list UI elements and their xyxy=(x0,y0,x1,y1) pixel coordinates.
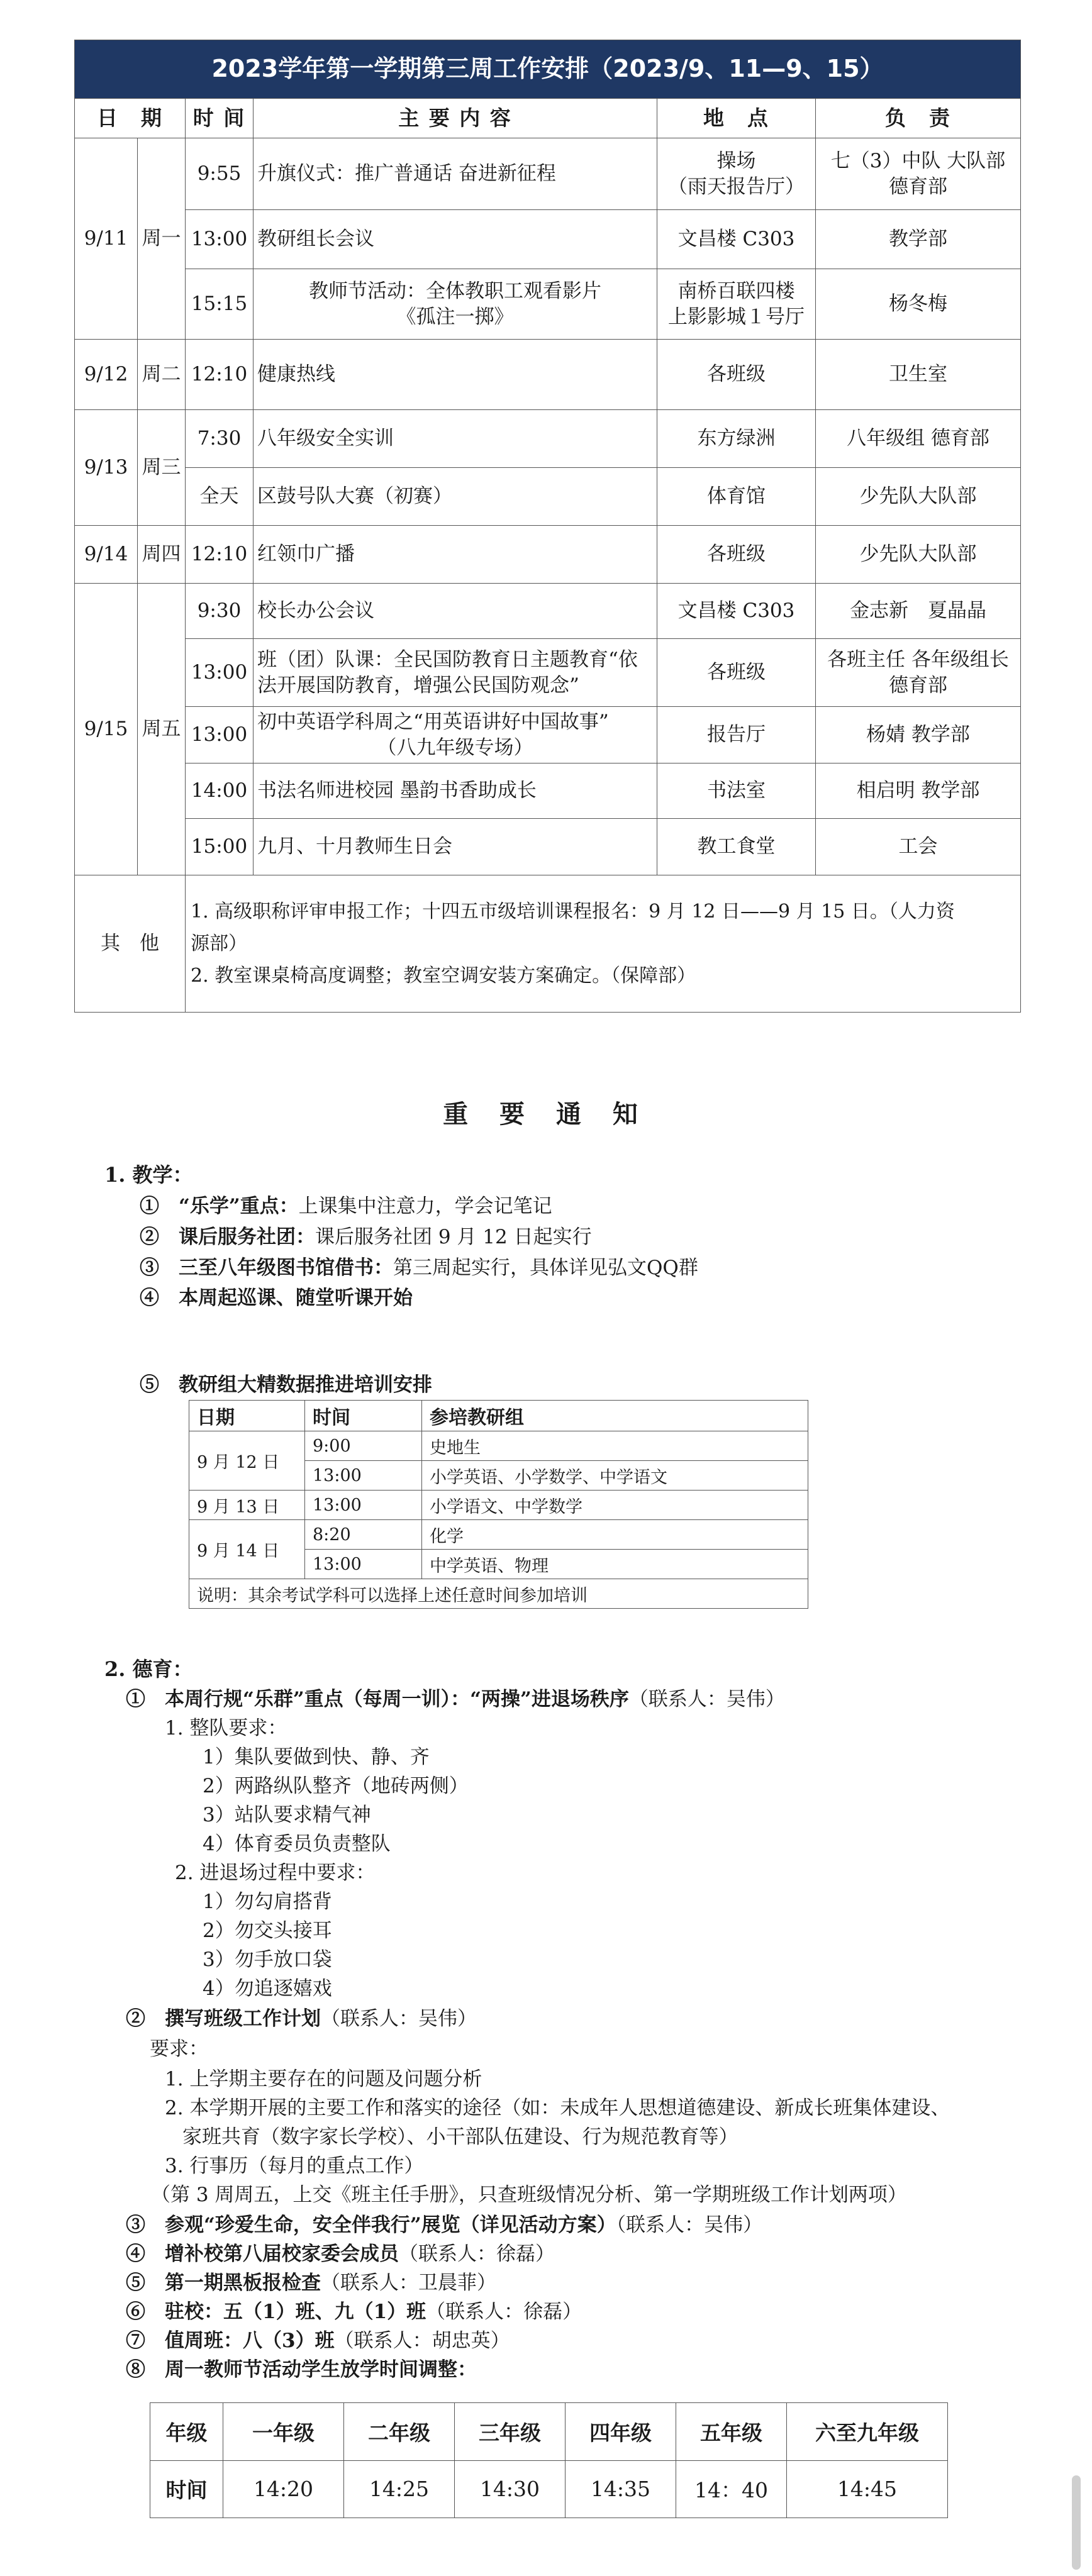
row-time: 12:10 xyxy=(186,340,254,410)
table-row xyxy=(75,468,1021,526)
table-row xyxy=(75,763,1021,819)
day-date: 9/14 xyxy=(75,526,138,584)
training-time: 13:00 xyxy=(305,1550,422,1579)
header-content: 主 要 内 容 xyxy=(254,99,657,138)
row-owner: 相启明 教学部 xyxy=(816,763,1021,819)
row-place: 南桥百联四楼 上影影城１号厅 xyxy=(657,269,816,340)
day-date: 9/15 xyxy=(75,584,138,875)
day-date: 9/11 xyxy=(75,138,138,340)
table-row xyxy=(75,875,1021,1013)
row-time: 7:30 xyxy=(186,410,254,468)
list-item: 2）勿交头接耳 xyxy=(203,1919,332,1942)
list-item: 3）勿手放口袋 xyxy=(203,1948,332,1971)
section-teaching-heading: 1. 教学： xyxy=(104,1163,193,1187)
dismissal-time-table xyxy=(150,2402,948,2518)
table-row xyxy=(75,819,1021,875)
training-table xyxy=(189,1400,808,1609)
section-moral-heading: 2. 德育： xyxy=(104,1657,193,1681)
time-cell: 14:30 xyxy=(455,2460,566,2518)
list-item: 2. 本学期开展的主要工作和落实的途径（如：未成年人思想道德建设、新成长班集体建设、 xyxy=(165,2097,950,2119)
row-time: 13:00 xyxy=(186,639,254,707)
grade-cell: 三年级 xyxy=(455,2403,566,2461)
grade-cell: 五年级 xyxy=(676,2403,787,2461)
row-place: 各班级 xyxy=(657,526,816,584)
moral-item: ① 本周行规“乐群”重点（每周一训）：“两操”进退场秩序（联系人：吴伟） xyxy=(126,1688,785,1711)
row-time: 15:15 xyxy=(186,269,254,340)
row-owner: 卫生室 xyxy=(816,340,1021,410)
row-time: 14:00 xyxy=(186,763,254,819)
row-owner: 杨婧 教学部 xyxy=(816,707,1021,763)
time-cell: 14:25 xyxy=(344,2460,455,2518)
teaching-item: ③ 三至八年级图书馆借书：第三周起实行，具体详见弘文QQ群 xyxy=(140,1257,698,1279)
moral-item: ⑥ 驻校：五（1）班、九（1）班（联系人：徐磊） xyxy=(126,2301,582,2323)
time-cell: 14:45 xyxy=(787,2460,948,2518)
table-row xyxy=(189,1431,808,1461)
day-weekday: 周三 xyxy=(138,410,186,526)
row-owner: 少先队大队部 xyxy=(816,526,1021,584)
row-time: 12:10 xyxy=(186,526,254,584)
row-content: 教研组长会议 xyxy=(254,210,657,269)
grade-cell: 一年级 xyxy=(223,2403,344,2461)
row-owner: 少先队大队部 xyxy=(816,468,1021,526)
table-row xyxy=(75,707,1021,763)
training-header: 参培教研组 xyxy=(422,1401,808,1431)
teaching-item: ② 课后服务社团：课后服务社团 9 月 12 日起实行 xyxy=(140,1226,592,1248)
list-item: 1. 上学期主要存在的问题及问题分析 xyxy=(165,2068,482,2090)
row-content: 校长办公会议 xyxy=(254,584,657,639)
row-content: 书法名师进校园 墨韵书香助成长 xyxy=(254,763,657,819)
row-place: 各班级 xyxy=(657,639,816,707)
row-content: 九月、十月教师生日会 xyxy=(254,819,657,875)
time-cell: 14:35 xyxy=(566,2460,676,2518)
row-place: 文昌楼 C303 xyxy=(657,584,816,639)
header-owner: 负 责 xyxy=(816,99,1021,138)
day-weekday: 周二 xyxy=(138,340,186,410)
row-content: 教师节活动：全体教职工观看影片 《孤注一掷》 xyxy=(254,269,657,340)
training-note: 说明：其余考试学科可以选择上述任意时间参加培训 xyxy=(189,1579,808,1609)
header-date: 日 期 xyxy=(75,99,186,138)
grade-cell: 四年级 xyxy=(566,2403,676,2461)
list-item: 2）两路纵队整齐（地砖两侧） xyxy=(203,1775,469,1797)
time-cell: 14：40 xyxy=(676,2460,787,2518)
header-place: 地 点 xyxy=(657,99,816,138)
queue-title: 1. 整队要求： xyxy=(165,1717,287,1740)
training-time: 13:00 xyxy=(305,1491,422,1520)
row-time: 9:30 xyxy=(186,584,254,639)
row-owner: 杨冬梅 xyxy=(816,269,1021,340)
row-place: 东方绿洲 xyxy=(657,410,816,468)
other-label: 其 他 xyxy=(75,875,186,1013)
schedule-title: 2023学年第一学期第三周工作安排（2023/9、11—9、15） xyxy=(75,40,1021,99)
row-place: 教工食堂 xyxy=(657,819,816,875)
table-row xyxy=(189,1579,808,1609)
row-owner: 金志新 夏晶晶 xyxy=(816,584,1021,639)
row-place: 报告厅 xyxy=(657,707,816,763)
row-time: 全天 xyxy=(186,468,254,526)
time-label: 时间 xyxy=(150,2460,223,2518)
training-header: 时间 xyxy=(305,1401,422,1431)
list-item: （第 3 周周五，上交《班主任手册》，只查班级情况分析、第一学期班级工作计划两项） xyxy=(151,2184,907,2206)
training-group: 小学英语、小学数学、中学语文 xyxy=(422,1461,808,1491)
day-weekday: 周五 xyxy=(138,584,186,875)
training-date: 9 月 14 日 xyxy=(189,1520,305,1579)
row-content: 区鼓号队大赛（初赛） xyxy=(254,468,657,526)
training-time: 8:20 xyxy=(305,1520,422,1550)
table-row xyxy=(189,1520,808,1550)
row-owner: 七（3）中队 大队部 德育部 xyxy=(816,138,1021,210)
row-place: 体育馆 xyxy=(657,468,816,526)
grade-cell: 六至九年级 xyxy=(787,2403,948,2461)
teaching-item: ④ 本周起巡课、随堂听课开始 xyxy=(140,1287,413,1309)
row-content: 红领巾广播 xyxy=(254,526,657,584)
teaching-item: ① “乐学”重点：上课集中注意力，学会记笔记 xyxy=(140,1195,552,1218)
table-row xyxy=(189,1491,808,1520)
row-place: 操场 （雨天报告厅） xyxy=(657,138,816,210)
day-weekday: 周四 xyxy=(138,526,186,584)
moral-item: ⑤ 第一期黑板报检查（联系人：卫晨菲） xyxy=(126,2272,496,2294)
table-row xyxy=(75,410,1021,468)
list-item: 1）集队要做到快、静、齐 xyxy=(203,1746,430,1768)
training-header: 日期 xyxy=(189,1401,305,1431)
moral-item: ② 撰写班级工作计划（联系人：吴伟） xyxy=(126,2007,477,2030)
training-group: 中学英语、物理 xyxy=(422,1550,808,1579)
row-content: 班（团）队课：全民国防教育日主题教育“依 法开展国防教育，增强公民国防观念” xyxy=(254,639,657,707)
list-item: 1）勿勾肩搭背 xyxy=(203,1890,332,1913)
weekly-schedule-table xyxy=(74,40,1021,1013)
moral-item: ⑦ 值周班：八（3）班（联系人：胡忠英） xyxy=(126,2329,510,2352)
row-time: 9:55 xyxy=(186,138,254,210)
vertical-scrollbar[interactable] xyxy=(1072,2475,1081,2570)
moral-item: ⑧ 周一教师节活动学生放学时间调整： xyxy=(126,2358,477,2381)
notice-title: 重 要 通 知 xyxy=(443,1100,649,1129)
list-item: 4）体育委员负责整队 xyxy=(203,1833,391,1855)
table-row xyxy=(75,584,1021,639)
header-time: 时 间 xyxy=(186,99,254,138)
row-owner: 教学部 xyxy=(816,210,1021,269)
table-row xyxy=(75,210,1021,269)
training-time: 9:00 xyxy=(305,1431,422,1461)
table-row xyxy=(75,340,1021,410)
training-group: 化学 xyxy=(422,1520,808,1550)
moral-item: ③ 参观“珍爱生命，安全伴我行”展览（详见活动方案）（联系人：吴伟） xyxy=(126,2214,763,2236)
day-weekday: 周一 xyxy=(138,138,186,340)
training-group: 史地生 xyxy=(422,1431,808,1461)
row-owner: 工会 xyxy=(816,819,1021,875)
training-time: 13:00 xyxy=(305,1461,422,1491)
row-place: 各班级 xyxy=(657,340,816,410)
row-content: 升旗仪式：推广普通话 奋进新征程 xyxy=(254,138,657,210)
list-item: 家班共育（数字家长学校）、小干部队伍建设、行为规范教育等） xyxy=(182,2126,738,2148)
row-content: 健康热线 xyxy=(254,340,657,410)
day-date: 9/12 xyxy=(75,340,138,410)
grade-label: 年级 xyxy=(150,2403,223,2461)
training-group: 小学语文、中学数学 xyxy=(422,1491,808,1520)
time-cell: 14:20 xyxy=(223,2460,344,2518)
list-item: 3. 行事历（每月的重点工作） xyxy=(165,2155,424,2177)
row-time: 15:00 xyxy=(186,819,254,875)
row-time: 13:00 xyxy=(186,707,254,763)
grade-cell: 二年级 xyxy=(344,2403,455,2461)
enter-title: 2. 进退场过程中要求： xyxy=(175,1862,376,1884)
row-content: 八年级安全实训 xyxy=(254,410,657,468)
list-item: 3）站队要求精气神 xyxy=(203,1804,371,1826)
day-date: 9/13 xyxy=(75,410,138,526)
row-owner: 各班主任 各年级组长 德育部 xyxy=(816,639,1021,707)
row-content: 初中英语学科周之“用英语讲好中国故事” （八九年级专场） xyxy=(254,707,657,763)
other-notes: 1. 高级职称评审申报工作；十四五市级培训课程报名：9 月 12 日——9 月 15 日。（人力资 源部） 2. 教室课桌椅高度调整；教室空调安装方案确定。（保障部） xyxy=(186,875,1021,1013)
row-place: 文昌楼 C303 xyxy=(657,210,816,269)
list-item: 4）勿追逐嬉戏 xyxy=(203,1977,332,2000)
requirements-title: 要求： xyxy=(150,2038,208,2060)
row-owner: 八年级组 德育部 xyxy=(816,410,1021,468)
table-row xyxy=(75,526,1021,584)
moral-item: ④ 增补校第八届校家委会成员（联系人：徐磊） xyxy=(126,2243,555,2265)
table-row xyxy=(75,138,1021,210)
training-title: ⑤ 教研组大精数据推进培训安排 xyxy=(140,1374,432,1396)
row-time: 13:00 xyxy=(186,210,254,269)
row-place: 书法室 xyxy=(657,763,816,819)
table-row xyxy=(75,269,1021,340)
table-row xyxy=(75,639,1021,707)
training-date: 9 月 12 日 xyxy=(189,1431,305,1491)
training-date: 9 月 13 日 xyxy=(189,1491,305,1520)
